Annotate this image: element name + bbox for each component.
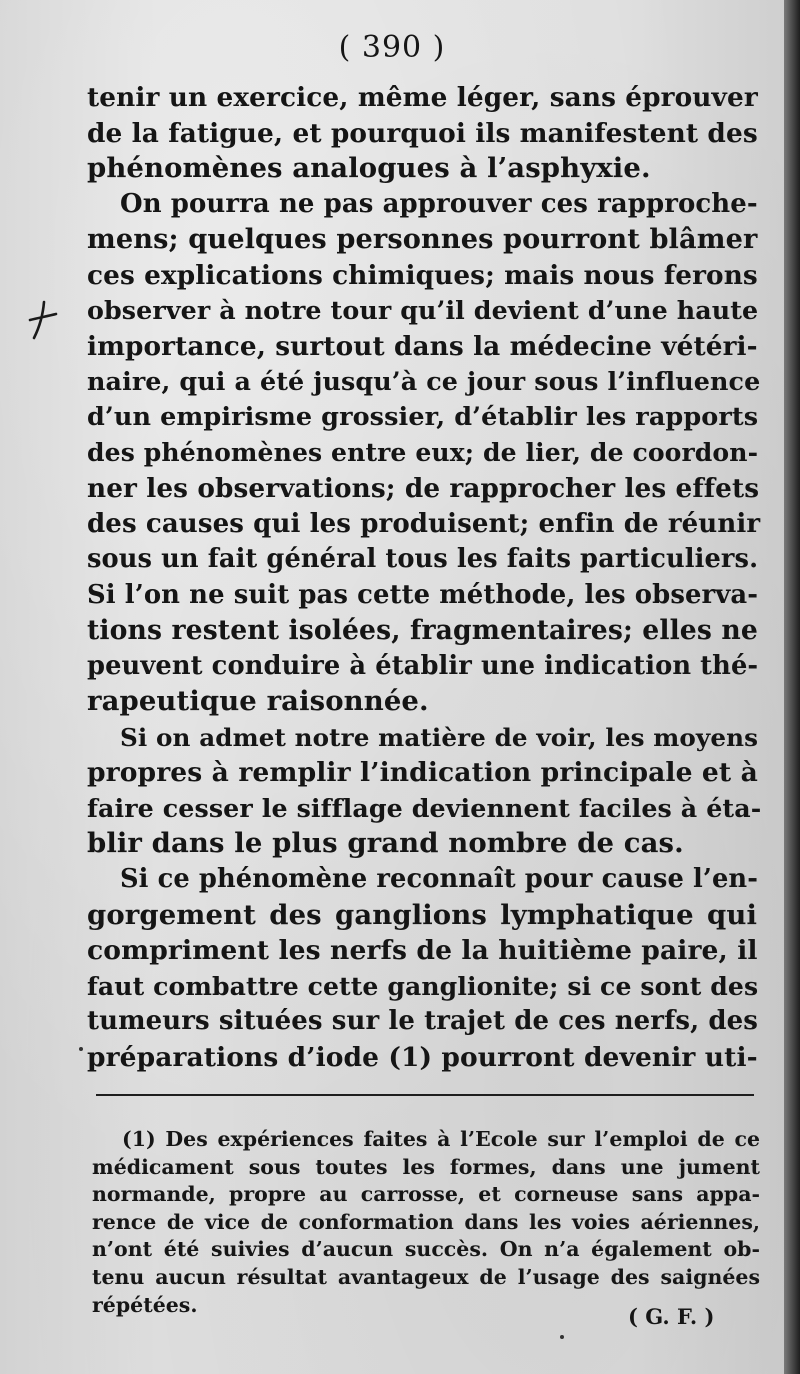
text-line: ces explications chimiques; mais nous ferons bbox=[87, 259, 758, 291]
text-line: sous un fait général tous les faits particuliers. bbox=[87, 544, 759, 575]
footnote-line: tenu aucun résultat avantageux de l’usage des saignées bbox=[92, 1264, 760, 1289]
footnote-signature: ( G. F. ) bbox=[628, 1304, 715, 1329]
footnote-line: n’ont été suivies d’aucun succès. On n’a également ob- bbox=[92, 1237, 760, 1262]
text-line: propres à remplir l’indication principale et à bbox=[87, 757, 758, 789]
text-line: tenir un exercice, même léger, sans éprouver bbox=[87, 82, 758, 113]
text-line: tions restent isolées, fragmentaires; elles ne bbox=[87, 615, 758, 647]
text-line: des phénomènes entre eux; de lier, de coordon- bbox=[87, 437, 759, 468]
text-line: On pourra ne pas approuver ces rapproche- bbox=[120, 188, 758, 219]
text-line: compriment les nerfs de la huitième paire, il bbox=[87, 935, 758, 967]
footnote-line: médicament sous toutes les formes, dans une jument bbox=[92, 1154, 760, 1179]
text-line: faut combattre cette ganglionite; si ce sont des bbox=[87, 970, 759, 1001]
text-line: faire cesser le sifflage deviennent faciles à éta- bbox=[87, 792, 762, 823]
footnote-line: répétées. bbox=[92, 1292, 198, 1317]
body-text bbox=[87, 80, 762, 1075]
page-edge-shadow bbox=[784, 0, 800, 1374]
footnote-divider bbox=[96, 1094, 754, 1096]
text-line: peuvent conduire à établir une indication thé- bbox=[87, 650, 759, 681]
text-line: observer à notre tour qu’il devient d’une haute bbox=[87, 295, 759, 326]
text-line: Si ce phénomène reconnaît pour cause l’en- bbox=[120, 864, 758, 895]
ink-speck bbox=[79, 1047, 83, 1051]
text-line: Si l’on ne suit pas cette méthode, les observa- bbox=[87, 579, 759, 610]
footnote-line: (1) Des expériences faites à l’Ecole sur l’emploi de ce bbox=[122, 1127, 760, 1151]
text-line: d’un empirisme grossier, d’établir les rapports bbox=[87, 401, 759, 432]
footnote-line: normande, propre au carrosse, et corneuse sans appa- bbox=[92, 1182, 760, 1207]
text-line: Si on admet notre matière de voir, les moyens bbox=[120, 722, 759, 752]
text-line: importance, surtout dans la médecine vétéri- bbox=[87, 330, 758, 362]
footnote-line: rence de vice de conformation dans les voies aériennes, bbox=[92, 1209, 760, 1234]
margin-cross-mark bbox=[24, 298, 60, 342]
text-line: tumeurs situées sur le trajet de ces nerfs, des bbox=[87, 1006, 758, 1037]
text-line: ner les observations; de rapprocher les effets bbox=[87, 473, 760, 505]
text-line: naire, qui a été jusqu’à ce jour sous l’influence bbox=[87, 366, 761, 397]
text-line: des causes qui les produisent; enfin de réunir bbox=[87, 508, 761, 539]
text-line: de la fatigue, et pourquoi ils manifestent des bbox=[87, 117, 758, 149]
text-line: rapeutique raisonnée. bbox=[87, 685, 429, 718]
footnote bbox=[92, 1126, 760, 1319]
page-number: ( 390 ) bbox=[338, 30, 446, 65]
ink-speck bbox=[560, 1335, 564, 1339]
text-line: préparations d’iode (1) pourront devenir uti- bbox=[87, 1041, 758, 1073]
text-line: blir dans le plus grand nombre de cas. bbox=[87, 827, 684, 860]
text-line: phénomènes analogues à l’asphyxie. bbox=[87, 152, 651, 185]
text-line: mens; quelques personnes pourront blâmer bbox=[87, 223, 758, 256]
text-line: gorgement des ganglions lymphatique qui bbox=[87, 898, 757, 931]
